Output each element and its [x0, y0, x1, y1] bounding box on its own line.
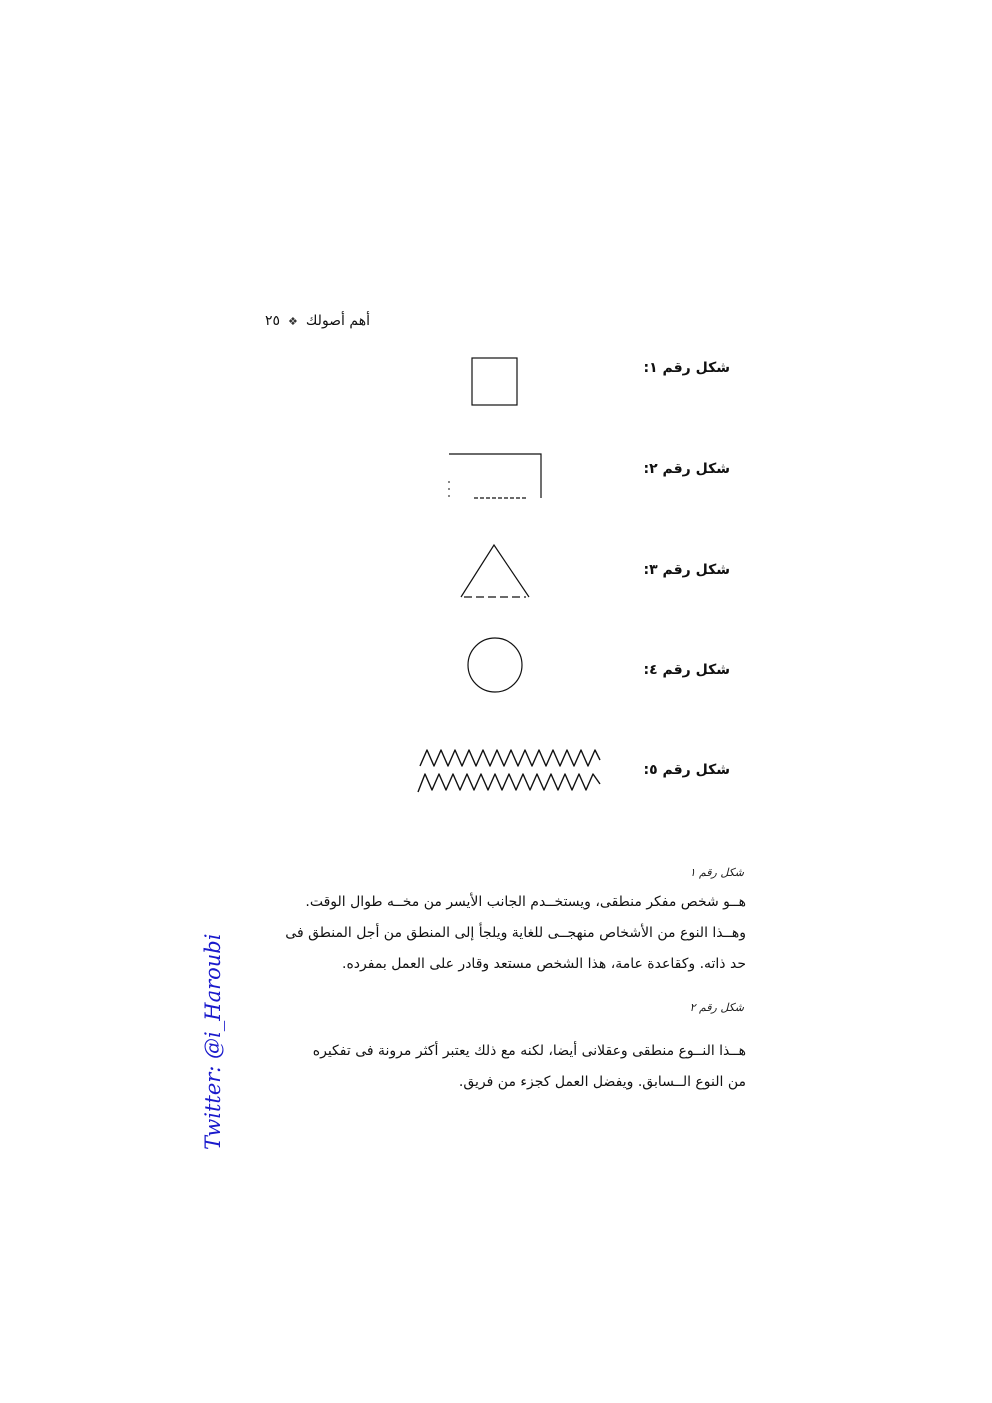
paragraph-line: من النوع الــسابق. ويفضل العمل كجزء من فريق. — [458, 1074, 746, 1090]
section-paragraph-1 — [240, 887, 746, 980]
figure-row-2 — [400, 451, 730, 501]
section-paragraph-2 — [240, 1036, 746, 1098]
figure-label: شكل رقم ٢: — [643, 461, 730, 477]
square-icon — [470, 356, 520, 408]
paragraph-line: هــو شخص مفكر منطقى، ويستخــدم الجانب الأيسر من مخــه طوال الوقت. — [305, 894, 746, 910]
figure-row-1 — [400, 356, 730, 408]
page-number: ٢٥ — [264, 313, 280, 329]
figure-label: شكل رقم ١: — [643, 360, 730, 376]
figure-row-4 — [400, 634, 730, 696]
twitter-watermark: Twitter: @i_Haroubi — [201, 933, 225, 1150]
circle-icon — [466, 634, 526, 696]
figure-label: شكل رقم ٣: — [643, 562, 730, 578]
figure-label: شكل رقم ٤: — [643, 662, 730, 678]
figure-row-3 — [400, 542, 730, 600]
figure-row-5 — [400, 744, 730, 796]
running-header — [240, 310, 370, 332]
triangle-icon — [458, 542, 534, 600]
ornament-icon: ❖ — [288, 314, 298, 328]
paragraph-line: وهــذا النوع من الأشخاص منهجــى للغاية ويلجأ إلى المنطق من أجل المنطق فى — [285, 925, 746, 941]
section-caption-1: شكل رقم ١ — [689, 866, 744, 879]
rectangle-icon — [446, 451, 546, 501]
squiggle-icon — [416, 744, 604, 796]
figure-label: شكل رقم ٥: — [643, 762, 730, 778]
section-caption-2: شكل رقم ٢ — [689, 1001, 744, 1014]
paragraph-line: هــذا النــوع منطقى وعقلانى أيضا، لكنه مع ذلك يعتبر أكثر مرونة فى تفكيره — [312, 1043, 746, 1059]
paragraph-line: حد ذاته. وكقاعدة عامة، هذا الشخص مستعد وقادر على العمل بمفرده. — [342, 956, 746, 972]
book-title: أهم أصولك — [305, 313, 370, 329]
